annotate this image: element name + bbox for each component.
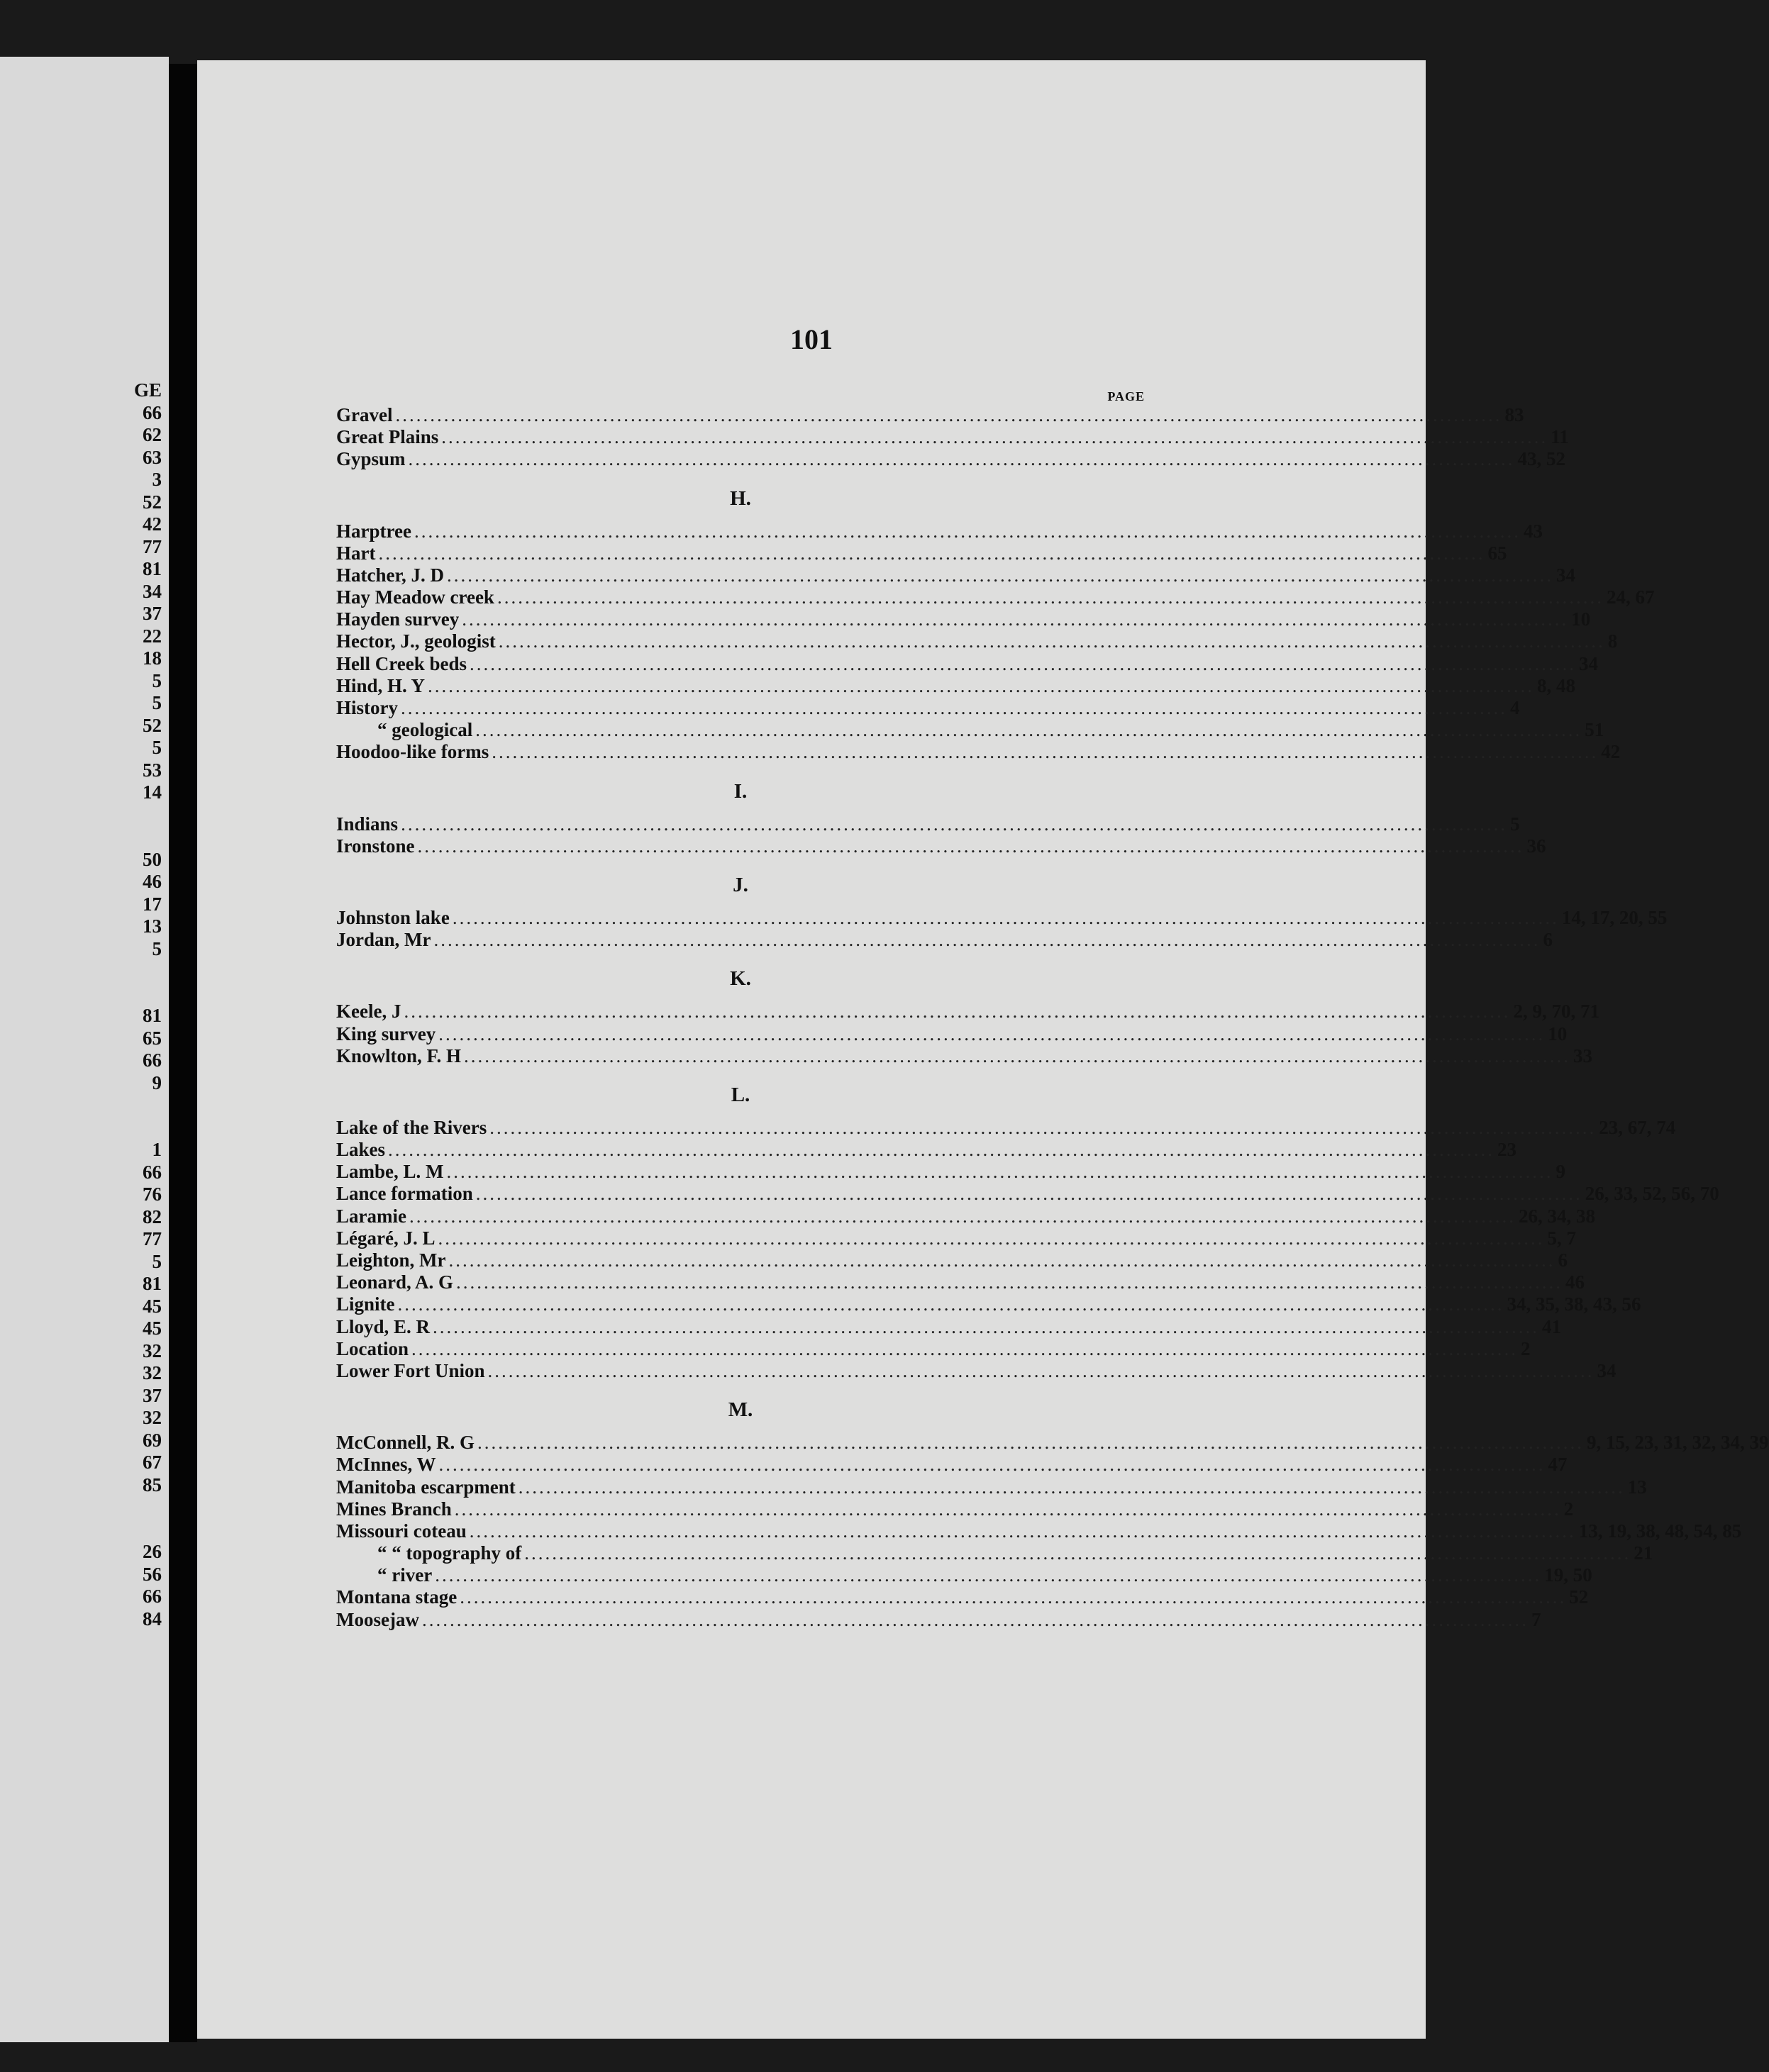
left-page-number: 77 — [143, 535, 162, 557]
left-page-number — [119, 983, 162, 1006]
left-page-number: 81 — [143, 1273, 162, 1294]
entry-term: Hell Creek beds — [336, 652, 467, 674]
book-spine — [169, 64, 197, 2042]
dot-leader: ................................................................................................................................................................ — [401, 697, 1507, 719]
entry-term: Gravel — [336, 403, 393, 425]
entry-term: Missouri coteau — [336, 1520, 467, 1542]
entry-term: McInnes, W — [336, 1454, 436, 1476]
entry-term: Montana stage — [336, 1586, 458, 1608]
index-entry — [336, 1315, 1562, 1338]
index-entry — [336, 1183, 1719, 1205]
index-entry — [336, 1293, 1641, 1315]
index-entry — [336, 1586, 1589, 1609]
index-page — [197, 60, 1769, 2039]
left-page-number — [119, 1519, 162, 1542]
entry-term: Indians — [336, 813, 399, 835]
left-page-number: 3 — [152, 469, 162, 490]
entry-term: Leighton, Mr — [336, 1249, 446, 1271]
left-page-number: 45 — [143, 1318, 162, 1339]
entry-term: Gypsum — [336, 448, 406, 470]
left-page-number: 45 — [143, 1295, 162, 1317]
index-entry — [336, 835, 1546, 857]
index-entry — [336, 1271, 1585, 1293]
entry-pages: 13 — [1627, 1476, 1647, 1498]
index-entry — [336, 1498, 1574, 1520]
entry-term: Hayden survey — [336, 608, 460, 630]
index-entry — [336, 697, 1520, 719]
left-page-number: 67 — [143, 1452, 162, 1473]
entry-term: Hay Meadow creek — [336, 586, 494, 608]
left-page-number: 1 — [152, 1139, 162, 1160]
entry-pages: 19, 50 — [1544, 1564, 1592, 1586]
entry-term: Hind, H. Y — [336, 674, 426, 696]
dot-leader: ................................................................................................................................................................ — [404, 1001, 1511, 1023]
dot-leader: ................................................................................................................................................................ — [469, 1520, 1576, 1542]
index-entry — [336, 1359, 1616, 1382]
dot-leader: ................................................................................................................................................................ — [411, 1337, 1519, 1359]
entry-pages: 11 — [1551, 426, 1569, 448]
left-page-number: 65 — [143, 1027, 162, 1049]
left-page-number: 69 — [143, 1429, 162, 1451]
left-page-number: 5 — [152, 937, 162, 959]
index-entry — [336, 674, 1576, 697]
left-page-number: 26 — [143, 1541, 162, 1562]
dot-leader: ................................................................................................................................................................ — [401, 813, 1508, 835]
entry-pages: 42 — [1601, 741, 1621, 763]
entry-pages: 8, 48 — [1537, 674, 1576, 696]
dot-leader: ................................................................................................................................................................ — [492, 741, 1599, 763]
entry-pages: 26, 34, 38 — [1518, 1205, 1595, 1227]
index-entry — [336, 426, 1569, 448]
entry-term: Great Plains — [336, 426, 439, 448]
entry-pages: 10 — [1571, 608, 1591, 630]
index-entry — [336, 448, 1566, 470]
entry-pages: 24, 67 — [1606, 586, 1655, 608]
index-entry — [336, 1139, 1517, 1161]
index-entry — [336, 1001, 1599, 1023]
index-list — [336, 389, 1769, 1631]
left-page-number — [119, 960, 162, 983]
left-page-number — [119, 1496, 162, 1519]
index-entry — [336, 906, 1668, 929]
entry-term: Ironstone — [336, 835, 415, 857]
index-entry — [336, 1542, 1653, 1564]
left-page-number: 84 — [143, 1608, 162, 1630]
left-page-number: 66 — [143, 1161, 162, 1183]
entry-term: Location — [336, 1337, 409, 1359]
entry-pages: 34 — [1579, 652, 1598, 674]
dot-leader: ................................................................................................................................................................ — [487, 1359, 1595, 1381]
entry-term: Lower Fort Union — [336, 1359, 485, 1381]
page-number: 101 — [790, 323, 833, 355]
dot-leader: ................................................................................................................................................................ — [470, 652, 1576, 674]
index-entry — [336, 1608, 1541, 1631]
entry-pages: 2 — [1563, 1498, 1574, 1520]
entry-pages: 5 — [1510, 813, 1520, 835]
entry-term: Lance formation — [336, 1183, 473, 1205]
dot-leader: ................................................................................................................................................................ — [397, 1293, 1504, 1315]
index-entry — [336, 1476, 1647, 1498]
entry-term: King survey — [336, 1023, 436, 1045]
section-letter: M. — [728, 1398, 753, 1422]
entry-term: Knowlton, F. H — [336, 1045, 462, 1066]
dot-leader: ................................................................................................................................................................ — [395, 403, 1502, 425]
dot-leader: ................................................................................................................................................................ — [477, 1432, 1584, 1454]
dot-leader: ................................................................................................................................................................ — [475, 1183, 1582, 1205]
left-page-number: 76 — [143, 1183, 162, 1205]
left-page-number: 22 — [143, 625, 162, 647]
entry-pages: 6 — [1543, 929, 1553, 951]
left-page-number: 66 — [143, 401, 162, 423]
left-page-number: 17 — [143, 893, 162, 915]
left-page-number: 5 — [152, 692, 162, 713]
index-entry — [336, 719, 1604, 741]
dot-leader: ................................................................................................................................................................ — [438, 1454, 1546, 1476]
dot-leader: ................................................................................................................................................................ — [446, 1161, 1553, 1183]
left-page-number: 81 — [143, 1005, 162, 1026]
dot-leader: ................................................................................................................................................................ — [441, 426, 1548, 448]
entry-term: “ geological — [377, 719, 473, 741]
entry-term: Hart — [336, 542, 376, 564]
entry-term: Manitoba escarpment — [336, 1476, 516, 1498]
entry-term: Hector, J., geologist — [336, 630, 496, 652]
left-page-number: GE — [133, 379, 162, 401]
section-letter: K. — [730, 967, 751, 991]
section-letter: J. — [733, 874, 748, 896]
entry-term: “ “ topography of — [377, 1542, 522, 1564]
dot-leader: ................................................................................................................................................................ — [421, 1608, 1529, 1630]
entry-term: Leonard, A. G — [336, 1271, 454, 1293]
left-page-number: 37 — [143, 1384, 162, 1406]
index-entry — [336, 652, 1598, 675]
entry-pages: 23 — [1497, 1139, 1517, 1161]
section-letter: I. — [733, 779, 748, 803]
index-entry — [336, 1045, 1593, 1067]
dot-leader: ................................................................................................................................................................ — [497, 586, 1604, 608]
index-entry — [336, 1520, 1742, 1542]
dot-leader: ................................................................................................................................................................ — [518, 1476, 1625, 1498]
left-page-number: 32 — [143, 1362, 162, 1383]
left-page-number: 82 — [143, 1205, 162, 1227]
entry-term: Hatcher, J. D — [336, 564, 444, 586]
left-page-number: 62 — [143, 424, 162, 445]
dot-leader: ................................................................................................................................................................ — [409, 1205, 1516, 1227]
left-page-number: 32 — [143, 1407, 162, 1428]
entry-term: Mines Branch — [336, 1498, 452, 1520]
left-page-number: 37 — [143, 603, 162, 624]
entry-term: Hoodoo-like forms — [336, 741, 489, 763]
dot-leader: ................................................................................................................................................................ — [460, 1586, 1567, 1608]
dot-leader: ................................................................................................................................................................ — [417, 835, 1524, 857]
index-entry — [336, 586, 1655, 608]
entry-pages: 34, 35, 38, 43, 56 — [1507, 1293, 1641, 1315]
left-page-number: 18 — [143, 647, 162, 669]
left-page-number: 53 — [143, 759, 162, 781]
index-entry — [336, 1161, 1565, 1183]
index-entry — [336, 630, 1618, 653]
dot-leader: ................................................................................................................................................................ — [446, 564, 1553, 586]
left-page-number: 81 — [143, 558, 162, 579]
entry-term: Harptree — [336, 520, 411, 542]
left-page-number: 5 — [152, 737, 162, 758]
entry-term: Moosejaw — [336, 1608, 419, 1630]
index-entry — [336, 1432, 1769, 1454]
index-entry — [336, 1337, 1531, 1360]
left-page-number: 56 — [143, 1563, 162, 1585]
entry-term: Laramie — [336, 1205, 406, 1227]
left-page-number: 13 — [143, 915, 162, 937]
entry-pages: 26, 33, 52, 56, 70 — [1585, 1183, 1719, 1205]
entry-pages: 21 — [1634, 1542, 1653, 1564]
index-entry — [336, 1564, 1592, 1586]
index-entry — [336, 1116, 1676, 1139]
entry-pages: 43, 52 — [1517, 448, 1566, 470]
index-entry — [336, 1205, 1595, 1227]
left-page-number: 46 — [143, 871, 162, 892]
entry-pages: 65 — [1487, 542, 1507, 564]
index-entry — [336, 608, 1591, 630]
left-page-number — [119, 804, 162, 827]
entry-pages: 14, 17, 20, 55 — [1561, 906, 1668, 928]
entry-pages: 41 — [1542, 1315, 1562, 1337]
left-page-number: 52 — [143, 714, 162, 736]
entry-pages: 43 — [1523, 520, 1543, 542]
entry-term: Lambe, L. M — [336, 1161, 444, 1183]
entry-term: Jordan, Mr — [336, 929, 431, 951]
dot-leader: ................................................................................................................................................................ — [433, 929, 1541, 951]
dot-leader: ................................................................................................................................................................ — [498, 630, 1605, 652]
entry-pages: 34 — [1556, 564, 1575, 586]
entry-term: “ river — [377, 1564, 433, 1586]
entry-pages: 5, 7 — [1547, 1227, 1576, 1249]
entry-term: History — [336, 697, 398, 719]
left-page-number: 63 — [143, 446, 162, 468]
page-column-heading: PAGE — [1107, 389, 1145, 403]
section-letter: L. — [731, 1083, 750, 1106]
index-entry — [336, 520, 1543, 542]
index-entry — [336, 929, 1553, 951]
dot-leader: ................................................................................................................................................................ — [433, 1315, 1540, 1337]
dot-leader: ................................................................................................................................................................ — [428, 674, 1535, 696]
index-entry — [336, 1023, 1568, 1045]
index-entry — [336, 403, 1524, 426]
entry-term: Lignite — [336, 1293, 395, 1315]
index-entry — [336, 1454, 1568, 1476]
dot-leader: ................................................................................................................................................................ — [489, 1116, 1597, 1138]
entry-pages: 4 — [1510, 697, 1520, 719]
dot-leader: ................................................................................................................................................................ — [435, 1564, 1542, 1586]
left-page-number: 52 — [143, 491, 162, 513]
dot-leader: ................................................................................................................................................................ — [462, 608, 1569, 630]
left-page-number: 5 — [152, 1250, 162, 1272]
entry-pages: 46 — [1565, 1271, 1585, 1293]
entry-term: Johnston lake — [336, 906, 450, 928]
entry-pages: 36 — [1526, 835, 1546, 857]
left-page-fragment — [0, 57, 169, 2042]
entry-pages: 2 — [1521, 1337, 1531, 1359]
index-entry — [336, 1249, 1568, 1271]
entry-pages: 10 — [1548, 1023, 1568, 1045]
entry-pages: 2, 9, 70, 71 — [1513, 1001, 1599, 1023]
left-page-number: 5 — [152, 669, 162, 691]
left-page-number-column — [119, 379, 162, 1630]
left-page-number: 42 — [143, 513, 162, 535]
entry-term: McConnell, R. G — [336, 1432, 475, 1454]
entry-term: Lakes — [336, 1139, 386, 1161]
left-page-number: 50 — [143, 848, 162, 870]
index-entry — [336, 564, 1575, 586]
dot-leader: ................................................................................................................................................................ — [454, 1498, 1561, 1520]
left-page-number: 32 — [143, 1339, 162, 1361]
entry-pages: 7 — [1531, 1608, 1541, 1630]
index-entry — [336, 542, 1507, 564]
entry-pages: 83 — [1504, 403, 1524, 425]
dot-leader: ................................................................................................................................................................ — [388, 1139, 1495, 1161]
left-page-number: 77 — [143, 1228, 162, 1249]
dot-leader: ................................................................................................................................................................ — [438, 1023, 1546, 1045]
entry-pages: 23, 67, 74 — [1599, 1116, 1676, 1138]
entry-pages: 47 — [1548, 1454, 1568, 1476]
left-page-number — [119, 826, 162, 849]
entry-pages: 13, 19, 38, 48, 54, 85 — [1578, 1520, 1742, 1542]
entry-term: Légaré, J. L — [336, 1227, 436, 1249]
dot-leader: ................................................................................................................................................................ — [448, 1249, 1556, 1271]
left-page-number: 85 — [143, 1474, 162, 1495]
entry-pages: 9, 15, 23, 31, 32, 34, 39 — [1587, 1432, 1769, 1454]
left-page-number: 34 — [143, 580, 162, 602]
entry-term: Keele, J — [336, 1001, 401, 1023]
left-page-number: 66 — [143, 1586, 162, 1607]
entry-pages: 8 — [1607, 630, 1618, 652]
index-entry — [336, 741, 1621, 763]
dot-leader: ................................................................................................................................................................ — [378, 542, 1485, 564]
dot-leader: ................................................................................................................................................................ — [524, 1542, 1631, 1564]
entry-pages: 9 — [1556, 1161, 1565, 1183]
dot-leader: ................................................................................................................................................................ — [414, 520, 1521, 542]
entry-pages: 33 — [1573, 1045, 1593, 1066]
left-page-number: 9 — [152, 1071, 162, 1093]
dot-leader: ................................................................................................................................................................ — [438, 1227, 1545, 1249]
section-letter: H. — [730, 486, 751, 510]
dot-leader: ................................................................................................................................................................ — [452, 906, 1559, 928]
index-entry — [336, 1227, 1576, 1249]
dot-leader: ................................................................................................................................................................ — [464, 1045, 1571, 1066]
entry-term: Lake of the Rivers — [336, 1116, 487, 1138]
entry-pages: 52 — [1569, 1586, 1589, 1608]
dot-leader: ................................................................................................................................................................ — [475, 719, 1582, 741]
entry-pages: 6 — [1558, 1249, 1568, 1271]
entry-pages: 51 — [1585, 719, 1604, 741]
dot-leader: ................................................................................................................................................................ — [408, 448, 1515, 470]
entry-term: Lloyd, E. R — [336, 1315, 431, 1337]
entry-pages: 34 — [1597, 1359, 1616, 1381]
dot-leader: ................................................................................................................................................................ — [456, 1271, 1563, 1293]
left-page-number — [119, 1117, 162, 1140]
left-page-number: 66 — [143, 1049, 162, 1071]
index-entry — [336, 813, 1520, 835]
left-page-number — [119, 1094, 162, 1117]
left-page-number: 14 — [143, 781, 162, 803]
